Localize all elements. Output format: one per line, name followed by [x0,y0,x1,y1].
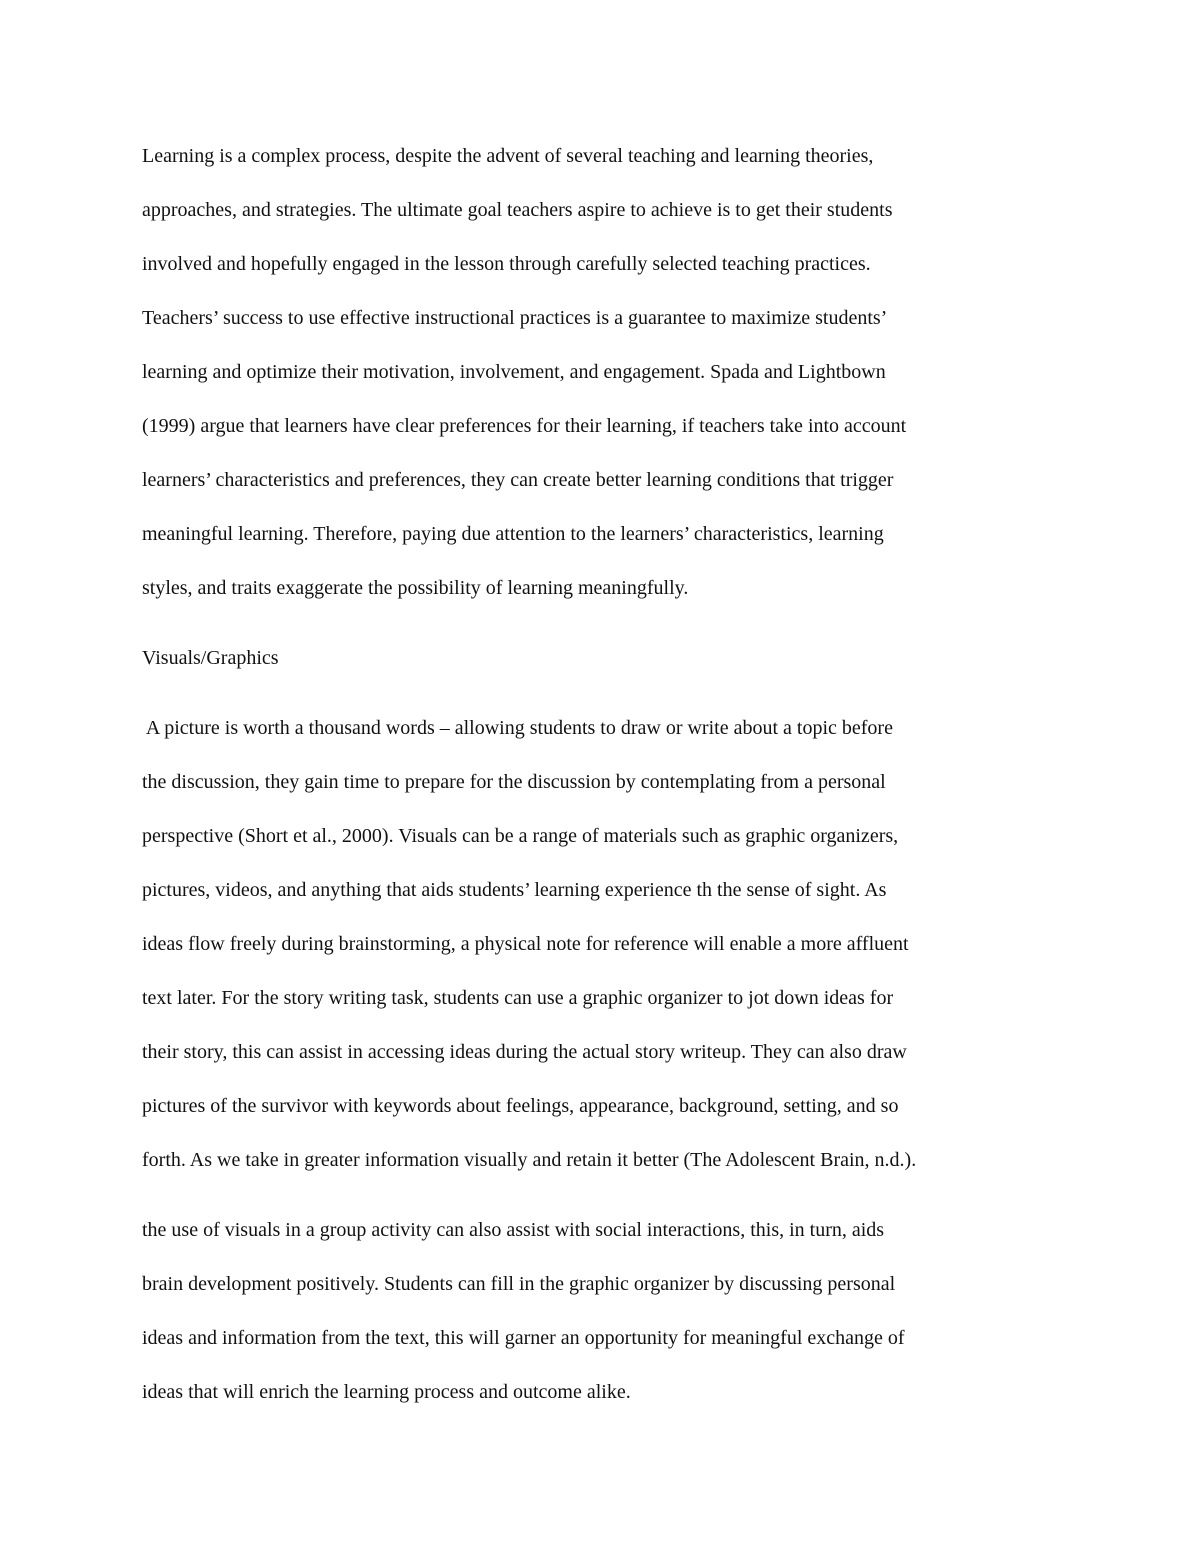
paragraph-line: A picture is worth a thousand words – allowing students to draw or write about a topic before [142,717,893,739]
paragraph-line: ideas that will enrich the learning process and outcome alike. [142,1381,631,1403]
paragraph-line: text later. For the story writing task, students can use a graphic organizer to jot down ideas for [142,987,894,1009]
section-heading: Visuals/Graphics [142,647,279,669]
paragraph-line: perspective (Short et al., 2000). Visuals can be a range of materials such as graphic organizers, [142,825,899,847]
paragraph-line: the use of visuals in a group activity can also assist with social interactions, this, in turn, aids [142,1219,885,1241]
paragraph-line: brain development positively. Students can fill in the graphic organizer by discussing personal [142,1273,896,1295]
paragraph-line: involved and hopefully engaged in the lesson through carefully selected teaching practices. [142,253,871,275]
paragraph-line: pictures of the survivor with keywords about feelings, appearance, background, setting, and so [142,1095,899,1117]
paragraph-line: learners’ characteristics and preferences, they can create better learning conditions that trigger [142,469,894,491]
paragraph-line: ideas and information from the text, this will garner an opportunity for meaningful exchange of [142,1327,905,1349]
paragraph-line: their story, this can assist in accessing ideas during the actual story writeup. They can also draw [142,1041,907,1063]
paragraph-line: Teachers’ success to use effective instructional practices is a guarantee to maximize students’ [142,307,888,329]
paragraph-line: forth. As we take in greater information visually and retain it better (The Adolescent Brain, n.d.). [142,1149,917,1171]
paragraph-line: (1999) argue that learners have clear preferences for their learning, if teachers take into account [142,415,907,437]
paragraph-line: learning and optimize their motivation, involvement, and engagement. Spada and Lightbown [142,361,886,383]
paragraph-line: pictures, videos, and anything that aids students’ learning experience th the sense of sight. As [142,879,887,901]
paragraph-line: the discussion, they gain time to prepare for the discussion by contemplating from a personal [142,771,886,793]
paragraph-line: Learning is a complex process, despite the advent of several teaching and learning theories, [142,145,874,167]
paragraph-line: approaches, and strategies. The ultimate goal teachers aspire to achieve is to get their students [142,199,893,221]
paragraph-line: meaningful learning. Therefore, paying due attention to the learners’ characteristics, learning [142,523,884,545]
paragraph-line: styles, and traits exaggerate the possibility of learning meaningfully. [142,577,689,599]
paragraph-line: ideas flow freely during brainstorming, a physical note for reference will enable a more affluent [142,933,909,955]
